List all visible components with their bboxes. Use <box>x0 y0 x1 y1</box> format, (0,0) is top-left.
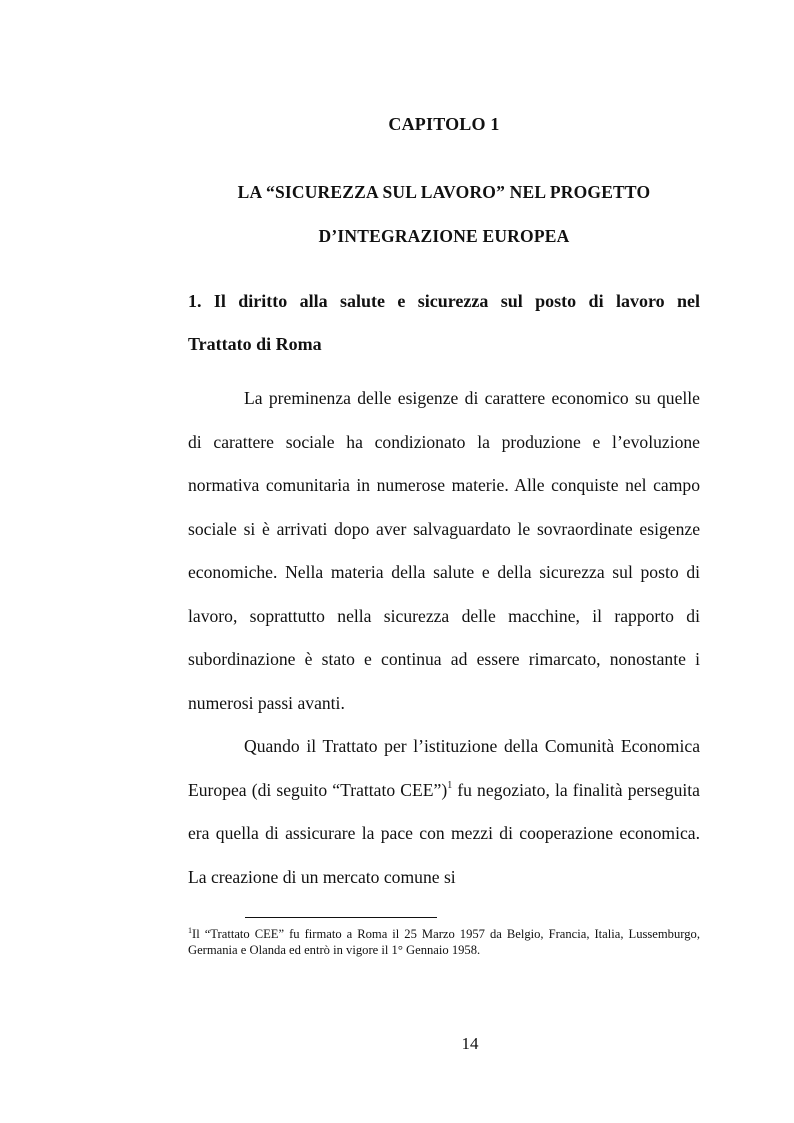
section-heading-line-2: Trattato di Roma <box>188 334 322 354</box>
footnote <box>188 926 700 958</box>
page-number: 14 <box>461 1034 479 1053</box>
chapter-title-line-2: D’INTEGRAZIONE EUROPEA <box>318 226 570 246</box>
chapter-label: CAPITOLO 1 <box>388 114 500 134</box>
section-heading <box>188 280 700 366</box>
section-heading-line-1: 1. Il diritto alla salute e sicurezza sul posto di lavoro nel <box>188 291 700 311</box>
body-paragraph-2-part-2: fu negoziato, la finalità perseguita era quella di assicurare la pace con mezzi di cooperazione economica. La creazione di un mercato comune si <box>188 779 700 887</box>
body-paragraph-2 <box>188 725 700 899</box>
footnote-text: Il “Trattato CEE” fu firmato a Roma il 25 Marzo 1957 da Belgio, Francia, Italia, Lussemburgo, Germania e Olanda ed entrò in vigore il 1° Gennaio 1958. <box>188 927 700 957</box>
footnote-marker: 1 <box>188 926 192 935</box>
body-paragraph-2-part-1: Quando il Trattato per l’istituzione della Comunità Economica Europea (di seguito “Trattato CEE”) <box>188 736 700 800</box>
footnote-reference[interactable]: 1 <box>447 779 453 791</box>
body-paragraph-1: La preminenza delle esigenze di carattere economico su quelle di carattere sociale ha condizionato la produzione e l’evoluzione normativa comunitaria in numerose materie. Alle conquiste nel campo sociale si è arrivati dopo aver salvaguardato le sovraordinate esigenze economiche. Nella materia della salute e della sicurezza sul posto di lavoro, soprattutto nella sicurezza delle macchine, il rapporto di subordinazione è stato e continua ad essere rimarcato, nonostante i numerosi passi avanti. <box>188 388 700 713</box>
chapter-title-line-1: LA “SICUREZZA SUL LAVORO” NEL PROGETTO <box>237 182 651 202</box>
chapter-title <box>188 170 700 258</box>
body-text <box>188 377 700 899</box>
footnote-divider <box>245 917 437 918</box>
